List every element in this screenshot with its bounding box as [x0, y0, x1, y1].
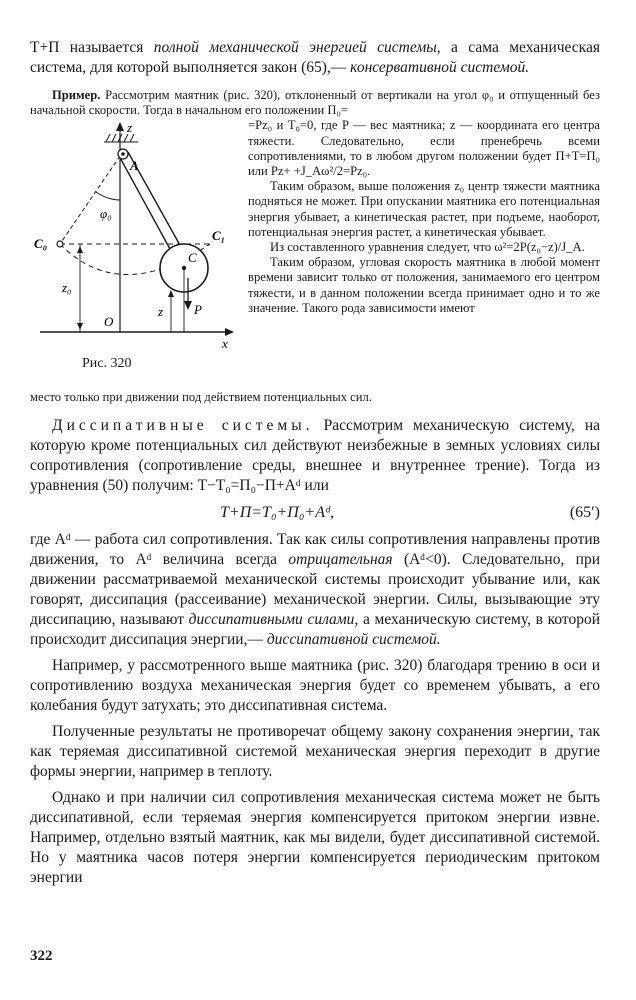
example-side-text: =Pz₀ и T₀=0, где P — вес маятника; z — координата его центра тяжести. Следовательно, если пренебречь всеми сопротивлениями, то в любом другом положении будет П+T=П₀ или Pz+ +J_Aω²/2=Pz₀. — [248, 118, 600, 179]
work-paragraph — [30, 530, 600, 650]
label-x-axis: x — [222, 336, 228, 352]
results-paragraph: Полученные результаты не противоречат общему закону сохранения энергии, так как теряемая диссипативной системой механическая энергия переходит в другие формы энергии, например в теплоту. — [30, 722, 600, 780]
dissipative-paragraph — [30, 416, 600, 496]
label-z0: z₀ — [62, 280, 72, 296]
intro-text-1: T+П называется — [30, 39, 154, 56]
point-c0 — [57, 241, 63, 247]
label-c: C — [188, 250, 197, 266]
intro-term-conservative: консервативной системой. — [350, 59, 530, 76]
term-dissipative-forces: диссипативными силами — [188, 610, 355, 628]
section-title-dissipative: Диссипативные системы. — [52, 416, 314, 434]
figure-caption: Рис. 320 — [82, 356, 132, 372]
page-number: 322 — [30, 948, 53, 964]
pendulum-diagram — [30, 120, 240, 352]
angle-arc — [96, 192, 120, 200]
initial-rod — [60, 156, 120, 244]
intro-term-energy: полной механической энергией системы — [153, 39, 437, 56]
example-paragraph-2: Таким образом, выше положения z₀ центр тяжести маятника подняться не может. При опускании маятника его потенциальная энергия убывает, а кинетическая растет, при подъеме, наоборот, потенциальная энергия растет, а кинетическая убывает. — [248, 179, 600, 239]
label-c1: C₁ — [212, 228, 226, 244]
figure-320 — [30, 120, 240, 390]
example-paragraph-4: Таким образом, угловая скорость маятника в любой момент времени зависит только от положения, занимаемого его центром тяжести, и в данном положении всегда принимает одно и то же значение. Такого рода зависимости имеют — [248, 255, 600, 315]
x-axis-arrow — [225, 328, 234, 336]
weight-arrow — [184, 301, 192, 310]
equation-65-prime — [30, 502, 600, 524]
example-label: Пример. — [52, 88, 101, 102]
term-dissipative-system: диссипативной системой. — [266, 630, 441, 648]
work-text-1: где Aᵈ — работа сил сопротивления. Так как силы сопротивления направлены против движения, то Aᵈ величина всегда — [30, 530, 600, 568]
label-p: P — [194, 302, 202, 318]
page-content — [30, 38, 600, 888]
clock-paragraph: Однако и при наличии сил сопротивления механическая система может не быть диссипативной, если теряемая энергия компенсируется притоком энергии извне. Например, отдельно взятый маятник, как мы видели, будет диссипативной системой. Но у маятника часов потеря энергии компенсируется периодическим притоком энергии — [30, 788, 600, 886]
label-z: z — [158, 304, 164, 320]
label-a: A — [130, 158, 139, 174]
label-c0: C₀ — [34, 236, 48, 252]
intro-text-2: , а сама механическая система, для которой выполняется закон (65),— — [30, 39, 600, 76]
example-tail: место только при движении под действием потенциальных сил. — [30, 390, 372, 405]
equation-number: (65′) — [569, 503, 600, 521]
example-paragraph-3: Из составленного уравнения следует, что ω²=2P(z₀−z)/J_A. — [270, 240, 585, 255]
label-phi0: φ₀ — [100, 206, 112, 222]
equation-formula: T+П=T₀+П₀+Aᵈ, — [220, 503, 334, 521]
term-negative: отрицательная — [288, 550, 393, 568]
center-of-mass — [182, 266, 186, 270]
example-block — [30, 88, 600, 406]
work-text-3: , а механическую систему, в которой происходит диссипация энергии,— — [30, 610, 600, 648]
dissipative-text: Рассмотрим механическую систему, на которую кроме потенциальных сил действуют неизбежные в земных условиях силы сопротивления (сопротивление среды, внешнее и внутреннее трение). Тогда из уравнения (50) получим: T−T₀=П₀−П+Aᵈ или — [30, 416, 600, 494]
intro-paragraph — [30, 38, 600, 78]
pivot-dot — [121, 153, 125, 157]
example-text-top: Рассмотрим маятник (рис. 320), отклоненный от вертикали на угол φ₀ и отпущенный без начальной скорости. Тогда в начальном его положении П₀= — [30, 88, 600, 118]
example-top — [30, 88, 600, 118]
pendulum-paragraph: Например, у рассмотренного выше маятника (рис. 320) благодаря трению в оси и сопротивлению воздуха механическая энергия будет со временем убывать, а его колебания будут затухать; это диссипативная система. — [30, 656, 600, 714]
label-o: O — [104, 314, 114, 330]
z-axis-arrow — [116, 122, 124, 131]
label-z-axis: z — [127, 120, 133, 136]
work-text-2: (Aᵈ<0). Следовательно, при движении рассматриваемой механической системы происходит убывание или, как говорят, диссипация (рассеивание) механической энергии. Силы, вызывающие эту диссипацию, называют — [30, 550, 600, 628]
